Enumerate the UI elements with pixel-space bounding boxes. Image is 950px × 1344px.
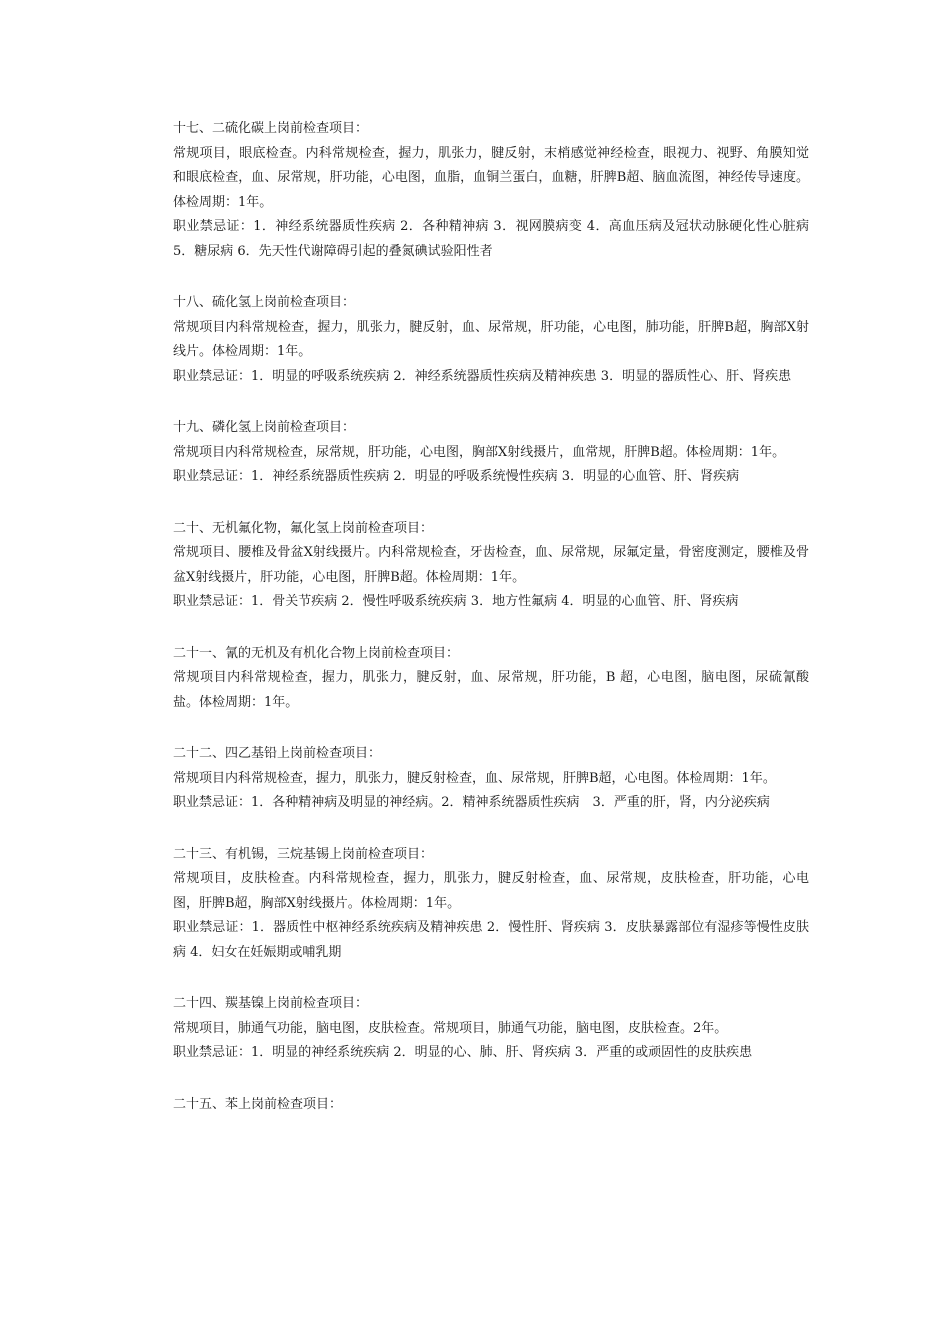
exam-items: 常规项目、腰椎及骨盆X射线摄片。内科常规检查，牙齿检查，血、尿常规，尿氟定量，骨密度测定，腰椎及骨盆X射线摄片，肝功能，心电图，肝脾B超。体检周期：1年。: [173, 545, 809, 585]
contraindications: 职业禁忌证：1．神经系统器质性疾病 2．明显的呼吸系统慢性疾病 3．明显的心血管、肝、肾疾病: [173, 469, 740, 484]
section-benzene: [173, 1093, 809, 1118]
document-page: [173, 117, 809, 1144]
exam-items: 常规项目内科常规检查，握力，肌张力，腱反射检查，血、尿常规，肝脾B超，心电图。体检周期：1年。: [173, 770, 776, 786]
section-organotin: [173, 843, 809, 966]
exam-items: 常规项目，眼底检查。内科常规检查，握力，肌张力，腱反射，末梢感觉神经检查，眼视力、视野、角膜知觉和眼底检查，血、尿常规，肝功能，心电图，血脂，血铜兰蛋白，血糖，肝脾B超、脑血流图，神经传导速度。体检周期：1年。: [173, 145, 809, 210]
section-heading: 二十、无机氟化物，氟化氢上岗前检查项目：: [173, 520, 434, 536]
section-heading: 二十二、四乙基铅上岗前检查项目：: [173, 746, 382, 761]
contraindications: 职业禁忌证：1．器质性中枢神经系统疾病及精神疾患 2．慢性肝、肾疾病 3．皮肤暴露部位有湿疹等慢性皮肤病 4．妇女在妊娠期或哺乳期: [173, 920, 809, 960]
exam-items: 常规项目内科常规检查，握力，肌张力，腱反射，血、尿常规，肝功能，B 超，心电图，脑电图，尿硫氰酸盐。体检周期：1年。: [173, 670, 809, 710]
section-heading: 二十三、有机锡，三烷基锡上岗前检查项目：: [173, 846, 434, 862]
section-heading: 二十四、羰基镍上岗前检查项目：: [173, 996, 369, 1011]
contraindications: 职业禁忌证：1．神经系统器质性疾病 2．各种精神病 3．视网膜病变 4．高血压病及冠状动脉硬化性心脏病 5．糖尿病 6．先天性代谢障碍引起的叠氮碘试验阳性者: [173, 219, 809, 259]
section-heading: 十九、磷化氢上岗前检查项目：: [173, 420, 356, 435]
exam-items: 常规项目，肺通气功能，脑电图，皮肤检查。常规项目，肺通气功能，脑电图，皮肤检查。2年。: [173, 1020, 728, 1036]
exam-items: 常规项目内科常规检查，握力，肌张力，腱反射，血、尿常规，肝功能，心电图，肺功能，肝脾B超，胸部X射线片。体检周期：1年。: [173, 319, 809, 359]
section-hydrogen-sulfide: [173, 291, 809, 389]
contraindications: 职业禁忌证：1．骨关节疾病 2．慢性呼吸系统疾病 3．地方性氟病 4．明显的心血管、肝、肾疾病: [173, 594, 739, 609]
exam-items: 常规项目，皮肤检查。内科常规检查，握力，肌张力，腱反射检查，血、尿常规，皮肤检查，肝功能，心电图，肝脾B超，胸部X射线摄片。体检周期：1年。: [173, 871, 809, 911]
section-heading: 二十一、氰的无机及有机化合物上岗前检查项目：: [173, 645, 460, 661]
section-carbon-disulfide: [173, 117, 809, 264]
section-tetraethyl-lead: [173, 742, 809, 816]
contraindications: 职业禁忌证：1．明显的呼吸系统疾病 2．神经系统器质性疾病及精神疾患 3．明显的器质性心、肝、肾疾患: [173, 368, 792, 384]
section-phosphine: [173, 416, 809, 490]
contraindications: 职业禁忌证：1．明显的神经系统疾病 2．明显的心、肺、肝、肾疾病 3．严重的或顽固性的皮肤疾患: [173, 1045, 753, 1060]
section-cyanide-compounds: [173, 642, 809, 716]
contraindications: 职业禁忌证：1．各种精神病及明显的神经病。2．精神系统器质性疾病 3．严重的肝，肾，内分泌疾病: [173, 795, 770, 810]
section-heading: 二十五、苯上岗前检查项目：: [173, 1096, 343, 1112]
section-heading: 十七、二硫化碳上岗前检查项目：: [173, 121, 369, 136]
section-inorganic-fluoride: [173, 517, 809, 615]
section-heading: 十八、硫化氢上岗前检查项目：: [173, 295, 356, 310]
section-nickel-carbonyl: [173, 992, 809, 1066]
exam-items: 常规项目内科常规检查，尿常规，肝功能，心电图，胸部X射线摄片，血常规，肝脾B超。体检周期：1年。: [173, 444, 786, 460]
